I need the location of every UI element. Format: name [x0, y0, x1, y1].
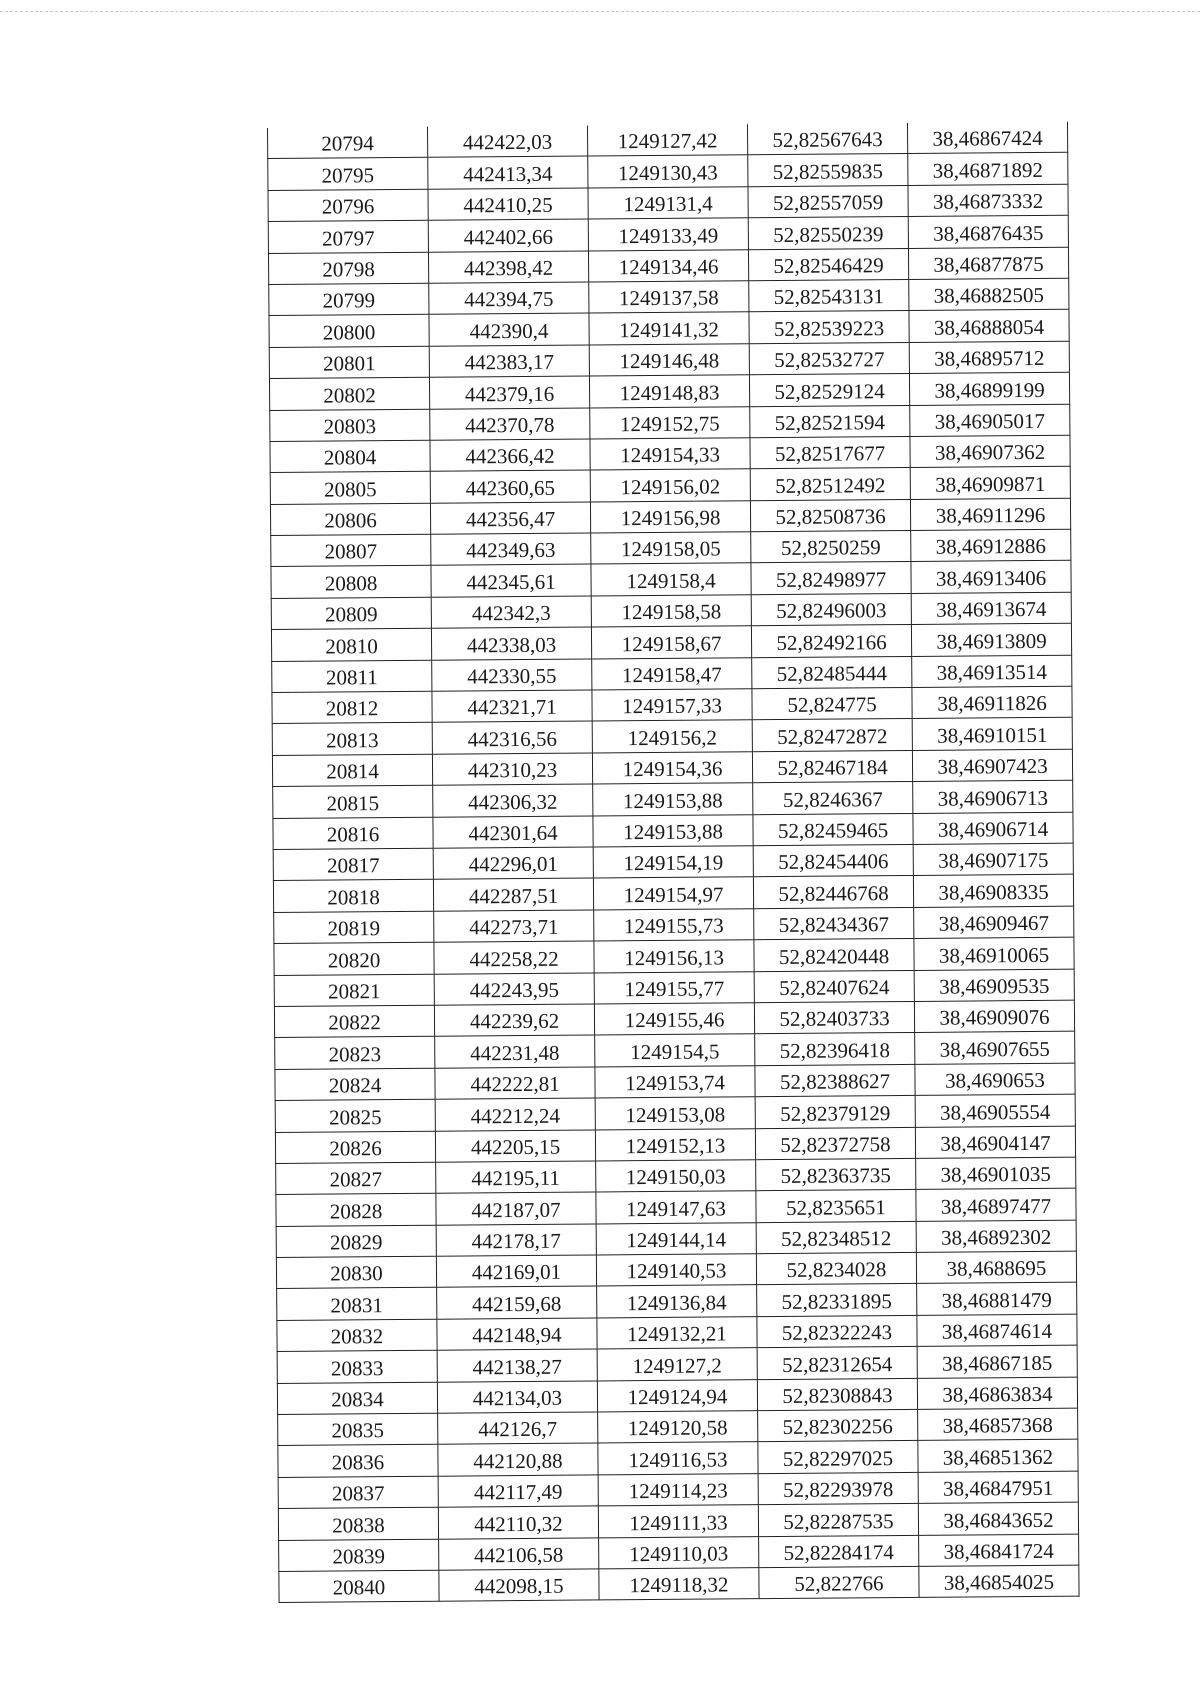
longitude-cell: 38,46910065	[914, 937, 1074, 970]
longitude-cell: 38,46873332	[908, 184, 1068, 217]
longitude-cell: 38,46905017	[910, 404, 1070, 437]
x-coordinate-cell: 442316,56	[432, 721, 592, 754]
y-coordinate-cell: 1249154,36	[592, 752, 752, 785]
y-coordinate-cell: 1249110,03	[599, 1536, 759, 1569]
y-coordinate-cell: 1249118,32	[599, 1568, 759, 1601]
latitude-cell: 52,82559835	[748, 154, 908, 187]
point-number-cell: 20807	[271, 534, 431, 567]
y-coordinate-cell: 1249144,14	[596, 1222, 756, 1255]
x-coordinate-cell: 442138,27	[437, 1349, 597, 1382]
point-number-cell: 20831	[277, 1288, 437, 1321]
point-number-cell: 20838	[278, 1507, 438, 1540]
latitude-cell: 52,82293978	[758, 1472, 918, 1505]
point-number-cell: 20824	[275, 1068, 435, 1101]
y-coordinate-cell: 1249146,48	[589, 343, 749, 376]
point-number-cell: 20794	[267, 127, 427, 159]
latitude-cell: 52,82348512	[756, 1221, 916, 1254]
latitude-cell: 52,82407624	[754, 970, 914, 1003]
x-coordinate-cell: 442117,49	[438, 1475, 598, 1508]
longitude-cell: 38,46907655	[915, 1032, 1075, 1065]
x-coordinate-cell: 442366,42	[430, 439, 590, 472]
longitude-cell: 38,46901035	[916, 1157, 1076, 1190]
latitude-cell: 52,82512492	[750, 468, 910, 501]
longitude-cell: 38,46907423	[912, 749, 1072, 782]
point-number-cell: 20837	[278, 1476, 438, 1509]
latitude-cell: 52,82485444	[752, 656, 912, 689]
y-coordinate-cell: 1249152,75	[590, 406, 750, 439]
point-number-cell: 20839	[279, 1539, 439, 1572]
longitude-cell: 38,46909467	[914, 906, 1074, 939]
point-number-cell: 20799	[269, 283, 429, 316]
point-number-cell: 20829	[276, 1225, 436, 1258]
longitude-cell: 38,46899199	[909, 372, 1069, 405]
latitude-cell: 52,82472872	[752, 719, 912, 752]
x-coordinate-cell: 442370,78	[430, 407, 590, 440]
x-coordinate-cell: 442120,88	[438, 1443, 598, 1476]
longitude-cell: 38,46910151	[912, 718, 1072, 751]
point-number-cell: 20804	[270, 440, 430, 473]
point-number-cell: 20811	[272, 660, 432, 693]
y-coordinate-cell: 1249154,19	[593, 846, 753, 879]
longitude-cell: 38,46905554	[915, 1094, 1075, 1127]
y-coordinate-cell: 1249132,21	[597, 1317, 757, 1350]
point-number-cell: 20814	[272, 754, 432, 787]
y-coordinate-cell: 1249158,47	[592, 657, 752, 690]
latitude-cell: 52,82532727	[749, 342, 909, 375]
y-coordinate-cell: 1249154,97	[593, 877, 753, 910]
longitude-cell: 38,46854025	[919, 1565, 1079, 1598]
y-coordinate-cell: 1249154,33	[590, 438, 750, 471]
x-coordinate-cell: 442360,65	[430, 470, 590, 503]
coordinates-table-body	[267, 122, 1079, 1603]
longitude-cell: 38,46906713	[913, 780, 1073, 813]
y-coordinate-cell: 1249114,23	[598, 1473, 758, 1506]
x-coordinate-cell: 442349,63	[431, 533, 591, 566]
x-coordinate-cell: 442222,81	[435, 1067, 595, 1100]
x-coordinate-cell: 442159,68	[437, 1286, 597, 1319]
latitude-cell: 52,82302256	[758, 1409, 918, 1442]
point-number-cell: 20809	[271, 597, 431, 630]
latitude-cell: 52,82379129	[755, 1096, 915, 1129]
longitude-cell: 38,46906714	[913, 812, 1073, 845]
latitude-cell: 52,824775	[752, 687, 912, 720]
latitude-cell: 52,82446768	[753, 876, 913, 909]
x-coordinate-cell: 442243,95	[434, 973, 594, 1006]
longitude-cell: 38,46892302	[916, 1220, 1076, 1253]
longitude-cell: 38,46911826	[912, 686, 1072, 719]
x-coordinate-cell: 442338,03	[431, 627, 591, 660]
latitude-cell: 52,82459465	[753, 813, 913, 846]
longitude-cell: 38,46882505	[909, 278, 1069, 311]
longitude-cell: 38,46871892	[908, 153, 1068, 186]
y-coordinate-cell: 1249152,13	[595, 1128, 755, 1161]
point-number-cell: 20796	[268, 189, 428, 222]
y-coordinate-cell: 1249155,77	[594, 971, 754, 1004]
y-coordinate-cell: 1249156,2	[592, 720, 752, 753]
longitude-cell: 38,46909535	[914, 969, 1074, 1002]
point-number-cell: 20836	[278, 1445, 438, 1478]
y-coordinate-cell: 1249153,74	[595, 1065, 755, 1098]
x-coordinate-cell: 442205,15	[435, 1129, 595, 1162]
x-coordinate-cell: 442287,51	[433, 878, 593, 911]
longitude-cell: 38,46907362	[910, 435, 1070, 468]
point-number-cell: 20803	[270, 409, 430, 442]
latitude-cell: 52,82403733	[754, 1001, 914, 1034]
longitude-cell: 38,46909076	[914, 1000, 1074, 1033]
latitude-cell: 52,82557059	[748, 185, 908, 218]
x-coordinate-cell: 442398,42	[428, 251, 588, 284]
y-coordinate-cell: 1249153,88	[593, 814, 753, 847]
y-coordinate-cell: 1249158,67	[591, 626, 751, 659]
x-coordinate-cell: 442310,23	[432, 753, 592, 786]
y-coordinate-cell: 1249137,58	[589, 281, 749, 314]
point-number-cell: 20813	[272, 723, 432, 756]
x-coordinate-cell: 442410,25	[428, 188, 588, 221]
x-coordinate-cell: 442356,47	[430, 502, 590, 535]
longitude-cell: 38,46907175	[913, 843, 1073, 876]
latitude-cell: 52,82396418	[755, 1033, 915, 1066]
y-coordinate-cell: 1249136,84	[597, 1285, 757, 1318]
point-number-cell: 20826	[275, 1131, 435, 1164]
longitude-cell: 38,46908335	[913, 875, 1073, 908]
point-number-cell: 20820	[274, 942, 434, 975]
latitude-cell: 52,82492166	[751, 625, 911, 658]
x-coordinate-cell: 442402,66	[428, 219, 588, 252]
x-coordinate-cell: 442413,34	[428, 156, 588, 189]
y-coordinate-cell: 1249156,13	[594, 940, 754, 973]
longitude-cell: 38,46913809	[911, 623, 1071, 656]
y-coordinate-cell: 1249111,33	[598, 1505, 758, 1538]
point-number-cell: 20827	[276, 1162, 436, 1195]
y-coordinate-cell: 1249127,42	[587, 124, 747, 156]
x-coordinate-cell: 442342,3	[431, 596, 591, 629]
latitude-cell: 52,82567643	[747, 123, 907, 155]
x-coordinate-cell: 442258,22	[434, 941, 594, 974]
y-coordinate-cell: 1249134,46	[588, 249, 748, 282]
x-coordinate-cell: 442169,01	[436, 1255, 596, 1288]
longitude-cell: 38,46867185	[917, 1345, 1077, 1378]
x-coordinate-cell: 442422,03	[427, 125, 587, 157]
latitude-cell: 52,82539223	[749, 311, 909, 344]
x-coordinate-cell: 442195,11	[436, 1161, 596, 1194]
y-coordinate-cell: 1249158,58	[591, 595, 751, 628]
y-coordinate-cell: 1249120,58	[598, 1411, 758, 1444]
longitude-cell: 38,46895712	[909, 341, 1069, 374]
longitude-cell: 38,46857368	[918, 1408, 1078, 1441]
x-coordinate-cell: 442330,55	[432, 659, 592, 692]
longitude-cell: 38,46913674	[911, 592, 1071, 625]
longitude-cell: 38,46877875	[908, 247, 1068, 280]
y-coordinate-cell: 1249155,73	[594, 908, 754, 941]
x-coordinate-cell: 442126,7	[438, 1412, 598, 1445]
table-row	[279, 1565, 1079, 1603]
point-number-cell: 20832	[277, 1319, 437, 1352]
coordinates-table	[267, 122, 1080, 1604]
point-number-cell: 20821	[274, 974, 434, 1007]
latitude-cell: 52,82434367	[754, 907, 914, 940]
y-coordinate-cell: 1249155,46	[594, 1003, 754, 1036]
x-coordinate-cell: 442148,94	[437, 1318, 597, 1351]
longitude-cell: 38,46912886	[911, 529, 1071, 562]
y-coordinate-cell: 1249127,2	[597, 1348, 757, 1381]
latitude-cell: 52,822766	[759, 1566, 919, 1599]
y-coordinate-cell: 1249156,02	[590, 469, 750, 502]
latitude-cell: 52,82498977	[751, 562, 911, 595]
y-coordinate-cell: 1249157,33	[592, 689, 752, 722]
latitude-cell: 52,82331895	[757, 1284, 917, 1317]
x-coordinate-cell: 442301,64	[433, 816, 593, 849]
latitude-cell: 52,82284174	[759, 1535, 919, 1568]
latitude-cell: 52,82388627	[755, 1064, 915, 1097]
point-number-cell: 20825	[275, 1099, 435, 1132]
longitude-cell: 38,46881479	[917, 1283, 1077, 1316]
y-coordinate-cell: 1249141,32	[589, 312, 749, 345]
latitude-cell: 52,82372758	[755, 1127, 915, 1160]
longitude-cell: 38,46851362	[918, 1440, 1078, 1473]
latitude-cell: 52,8234028	[756, 1252, 916, 1285]
point-number-cell: 20817	[273, 848, 433, 881]
longitude-cell: 38,46867424	[907, 122, 1067, 154]
longitude-cell: 38,46847951	[918, 1471, 1078, 1504]
y-coordinate-cell: 1249158,05	[591, 532, 751, 565]
point-number-cell: 20834	[277, 1382, 437, 1415]
point-number-cell: 20830	[276, 1256, 436, 1289]
latitude-cell: 52,82308843	[757, 1378, 917, 1411]
latitude-cell: 52,82312654	[757, 1347, 917, 1380]
latitude-cell: 52,8246367	[753, 782, 913, 815]
x-coordinate-cell: 442098,15	[439, 1569, 599, 1602]
point-number-cell: 20823	[275, 1037, 435, 1070]
x-coordinate-cell: 442231,48	[435, 1035, 595, 1068]
longitude-cell: 38,46874614	[917, 1314, 1077, 1347]
y-coordinate-cell: 1249156,98	[590, 500, 750, 533]
point-number-cell: 20819	[274, 911, 434, 944]
longitude-cell: 38,46913514	[912, 655, 1072, 688]
x-coordinate-cell: 442110,32	[438, 1506, 598, 1539]
x-coordinate-cell: 442239,62	[434, 1004, 594, 1037]
y-coordinate-cell: 1249130,43	[588, 155, 748, 188]
longitude-cell: 38,46876435	[908, 215, 1068, 248]
longitude-cell: 38,46911296	[910, 498, 1070, 531]
point-number-cell: 20810	[271, 628, 431, 661]
latitude-cell: 52,8250259	[751, 531, 911, 564]
latitude-cell: 52,82420448	[754, 939, 914, 972]
x-coordinate-cell: 442134,03	[437, 1381, 597, 1414]
point-number-cell: 20822	[274, 1005, 434, 1038]
point-number-cell: 20833	[277, 1350, 437, 1383]
longitude-cell: 38,4688695	[916, 1251, 1076, 1284]
y-coordinate-cell: 1249150,03	[596, 1160, 756, 1193]
latitude-cell: 52,82529124	[749, 374, 909, 407]
x-coordinate-cell: 442106,58	[439, 1538, 599, 1571]
x-coordinate-cell: 442273,71	[434, 910, 594, 943]
point-number-cell: 20840	[279, 1570, 439, 1603]
x-coordinate-cell: 442390,4	[429, 313, 589, 346]
x-coordinate-cell: 442383,17	[429, 345, 589, 378]
y-coordinate-cell: 1249153,88	[593, 783, 753, 816]
latitude-cell: 52,8235651	[756, 1190, 916, 1223]
latitude-cell: 52,82546429	[748, 248, 908, 281]
point-number-cell: 20795	[268, 158, 428, 191]
point-number-cell: 20818	[273, 880, 433, 913]
longitude-cell: 38,46888054	[909, 310, 1069, 343]
longitude-cell: 38,4690653	[915, 1063, 1075, 1096]
x-coordinate-cell: 442345,61	[431, 564, 591, 597]
latitude-cell: 52,82496003	[751, 593, 911, 626]
y-coordinate-cell: 1249158,4	[591, 563, 751, 596]
longitude-cell: 38,46863834	[917, 1377, 1077, 1410]
longitude-cell: 38,46841724	[919, 1534, 1079, 1567]
point-number-cell: 20800	[269, 315, 429, 348]
point-number-cell: 20805	[270, 472, 430, 505]
x-coordinate-cell: 442187,07	[436, 1192, 596, 1225]
y-coordinate-cell: 1249116,53	[598, 1442, 758, 1475]
latitude-cell: 52,82454406	[753, 844, 913, 877]
x-coordinate-cell: 442379,16	[429, 376, 589, 409]
x-coordinate-cell: 442212,24	[435, 1098, 595, 1131]
latitude-cell: 52,82521594	[750, 405, 910, 438]
point-number-cell: 20808	[271, 566, 431, 599]
y-coordinate-cell: 1249153,08	[595, 1097, 755, 1130]
longitude-cell: 38,46913406	[911, 561, 1071, 594]
y-coordinate-cell: 1249147,63	[596, 1191, 756, 1224]
point-number-cell: 20798	[268, 252, 428, 285]
y-coordinate-cell: 1249124,94	[597, 1379, 757, 1412]
point-number-cell: 20806	[270, 503, 430, 536]
point-number-cell: 20835	[278, 1413, 438, 1446]
y-coordinate-cell: 1249133,49	[588, 218, 748, 251]
latitude-cell: 52,82287535	[758, 1504, 918, 1537]
x-coordinate-cell: 442306,32	[433, 784, 593, 817]
latitude-cell: 52,82517677	[750, 436, 910, 469]
y-coordinate-cell: 1249148,83	[589, 375, 749, 408]
point-number-cell: 20815	[273, 785, 433, 818]
document-page	[267, 122, 1080, 1604]
latitude-cell: 52,82363735	[756, 1158, 916, 1191]
y-coordinate-cell: 1249140,53	[596, 1254, 756, 1287]
y-coordinate-cell: 1249154,5	[595, 1034, 755, 1067]
x-coordinate-cell: 442296,01	[433, 847, 593, 880]
latitude-cell: 52,82297025	[758, 1441, 918, 1474]
point-number-cell: 20801	[269, 346, 429, 379]
point-number-cell: 20797	[268, 220, 428, 253]
latitude-cell: 52,82467184	[752, 750, 912, 783]
x-coordinate-cell: 442394,75	[429, 282, 589, 315]
longitude-cell: 38,46897477	[916, 1188, 1076, 1221]
x-coordinate-cell: 442321,71	[432, 690, 592, 723]
point-number-cell: 20816	[273, 817, 433, 850]
scan-edge-line	[0, 11, 1200, 12]
point-number-cell: 20828	[276, 1193, 436, 1226]
latitude-cell: 52,82508736	[750, 499, 910, 532]
y-coordinate-cell: 1249131,4	[588, 187, 748, 220]
latitude-cell: 52,82543131	[749, 279, 909, 312]
latitude-cell: 52,82322243	[757, 1315, 917, 1348]
latitude-cell: 52,82550239	[748, 217, 908, 250]
longitude-cell: 38,46909871	[910, 466, 1070, 499]
point-number-cell: 20802	[269, 377, 429, 410]
x-coordinate-cell: 442178,17	[436, 1224, 596, 1257]
longitude-cell: 38,46843652	[918, 1502, 1078, 1535]
point-number-cell: 20812	[272, 691, 432, 724]
longitude-cell: 38,46904147	[915, 1126, 1075, 1159]
